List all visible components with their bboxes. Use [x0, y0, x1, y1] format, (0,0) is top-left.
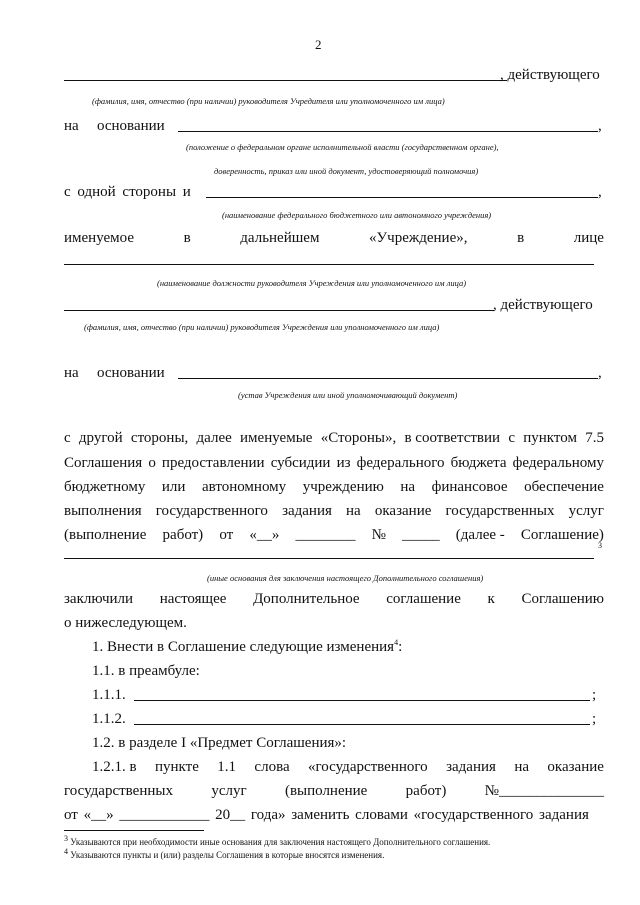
- item-1-2-1-line: государственных услуг (выполнение работ) №______________: [64, 783, 604, 799]
- footnote-4: $^4$ Указываются пункты и (или) разделы Соглашения в которые вносятся изменения.: [64, 847, 385, 860]
- item-1-2-1-line: 1.2.1. в пункте 1.1 слова «государственного задания на оказание: [92, 759, 604, 775]
- item-1-2: 1.2. в разделе I «Предмет Соглашения»:: [92, 735, 347, 751]
- basis-label: основании: [97, 365, 165, 381]
- named-institution-row: именуемое в дальнейшем «Учреждение», в лице: [64, 230, 604, 246]
- caption-representative-position: (наименование должности руководителя Учреждения или уполномоченного им лица): [157, 278, 467, 288]
- paragraph-line: с другой стороны, далее именуемые «Стороны», в соответствии с пунктом 7.5: [64, 430, 604, 446]
- item-1-1-1-line[interactable]: [134, 700, 590, 701]
- caption-institution-basis: (устав Учреждения или иной уполномочивающий документ): [238, 390, 458, 400]
- footnote-ref-3: 3: [598, 541, 602, 550]
- one-side-label: с одной стороны и: [64, 184, 191, 200]
- caption-founder-basis-b: доверенность, приказ или иной документ, удостоверяющий полномочия): [214, 166, 479, 176]
- item-1-2-1-line: от «__» ____________ 20__ года» заменить словами «государственного задания: [64, 807, 589, 823]
- founder-basis-line[interactable]: [178, 131, 598, 132]
- item-1: 1. Внести в Соглашение следующие изменения$^4$:: [92, 638, 403, 655]
- signatory-name-line[interactable]: [64, 80, 507, 81]
- comma: ,: [598, 365, 602, 381]
- semicolon: ;: [592, 711, 597, 727]
- item-1-1-2-line[interactable]: [134, 724, 590, 725]
- acting-label: , действующего: [500, 67, 600, 83]
- caption-founder-name: (фамилия, имя, отчество (при наличии) руководителя Учредителя или уполномоченного им лица): [92, 96, 445, 106]
- institution-name-line[interactable]: [206, 197, 598, 198]
- item-1-1: 1.1. в преамбуле:: [92, 663, 200, 679]
- paragraph-line: о нижеследующем.: [64, 615, 187, 631]
- caption-institution-name: (наименование федерального бюджетного или автономного учреждения): [222, 210, 492, 220]
- paragraph-line: Соглашения о предоставлении субсидии из федерального бюджета федеральному: [64, 455, 604, 471]
- other-grounds-line[interactable]: [64, 558, 594, 559]
- footnote-ref-4: 4: [394, 638, 399, 647]
- item-1-1-2: 1.1.2.: [92, 711, 126, 727]
- comma: ,: [598, 184, 602, 200]
- page-number: 2: [315, 37, 322, 52]
- acting-label: , действующего: [493, 297, 593, 313]
- semicolon: ;: [592, 687, 597, 703]
- on-label: на: [64, 118, 79, 134]
- item-1-1-1: 1.1.1.: [92, 687, 126, 703]
- on-label: на: [64, 365, 79, 381]
- footnote-3: $^3$ Указываются при необходимости иные основания для заключения настоящего Дополнительного соглашения.: [64, 834, 491, 847]
- comma: ,: [598, 118, 602, 134]
- paragraph-line: бюджетному или автономному учреждению на финансовое обеспечение: [64, 479, 604, 495]
- caption-other-grounds: (иные основания для заключения настоящего Дополнительного соглашения): [207, 573, 484, 583]
- paragraph-line-agreement-ref: (выполнение работ) от «__» ________ № _____ (далее - Соглашение): [64, 527, 604, 543]
- representative-position-line[interactable]: [64, 264, 594, 265]
- caption-founder-basis-a: (положение о федеральном органе исполнительной власти (государственном органе),: [186, 142, 499, 152]
- paragraph-line: заключили настоящее Дополнительное соглашение к Соглашению: [64, 591, 604, 607]
- paragraph-line: выполнения государственного задания на оказание государственных услуг: [64, 503, 604, 519]
- representative-name-line[interactable]: [64, 310, 494, 311]
- institution-basis-line[interactable]: [178, 378, 598, 379]
- footnote-separator: [64, 830, 204, 831]
- caption-representative-name: (фамилия, имя, отчество (при наличии) руководителя Учреждения или уполномоченного им лица): [84, 322, 440, 332]
- basis-label: основании: [97, 118, 165, 134]
